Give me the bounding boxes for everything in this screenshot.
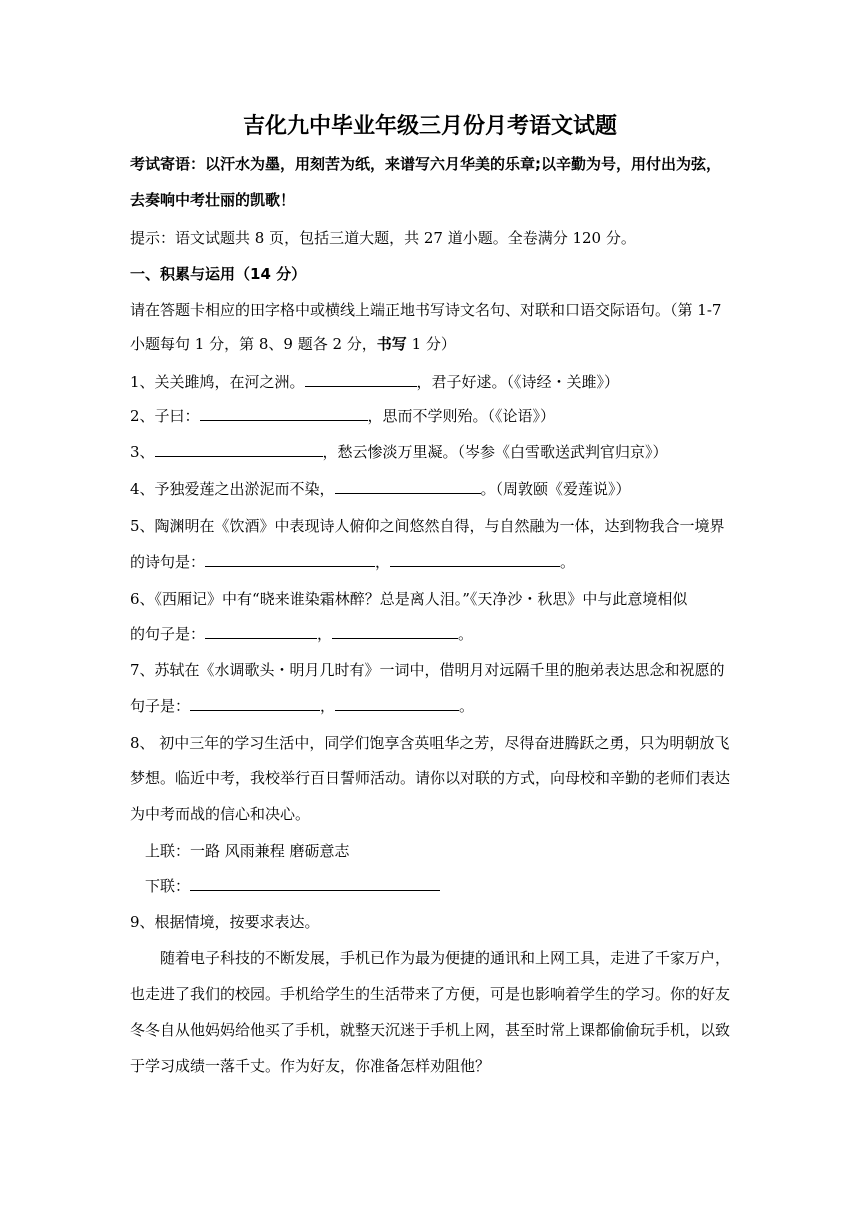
exam-tip: 提示：语文试题共 8 页，包括三道大题，共 27 道小题。全卷满分 120 分。 xyxy=(130,229,636,247)
question-8-line-2: 梦想。临近中考，我校举行百日誓师活动。请你以对联的方式，向母校和辛勤的老师们表达 xyxy=(130,769,731,787)
question-2 xyxy=(130,406,555,426)
q5-answer-blank-2[interactable] xyxy=(390,552,560,567)
q1-prefix: 1、关关雎鸠，在河之洲。 xyxy=(130,373,305,391)
q5-separator: ， xyxy=(375,553,391,571)
q5-prefix: 的诗句是： xyxy=(130,553,206,571)
q3-prefix: 3、 xyxy=(130,443,155,461)
q4-answer-blank[interactable] xyxy=(335,479,481,494)
q4-suffix: 。（周敦颐《爱莲说》） xyxy=(480,480,631,498)
q3-answer-blank[interactable] xyxy=(155,442,323,457)
question-9-paragraph-line-2: 也走进了我们的校园。手机给学生的生活带来了方便，可是也影响着学生的学习。你的好友 xyxy=(130,985,731,1003)
q2-suffix: ，思而不学则殆。（《论语》） xyxy=(367,407,556,425)
q7-suffix: 。 xyxy=(459,697,475,715)
question-6-line-2 xyxy=(130,624,473,644)
q6-answer-blank-2[interactable] xyxy=(332,624,458,639)
q2-answer-blank[interactable] xyxy=(200,406,368,421)
section-instruction-line-2 xyxy=(130,334,456,354)
question-9-paragraph-line-3: 冬冬自从他妈妈给他买了手机，就整天沉迷于手机上网，甚至时常上课都偷偷玩手机，以致 xyxy=(130,1021,731,1039)
q7-prefix: 句子是： xyxy=(130,697,191,715)
question-3 xyxy=(130,442,668,462)
q3-suffix: ，愁云惨淡万里凝。（岑参《白雪歌送武判官归京》） xyxy=(322,443,668,461)
page-title: 吉化九中毕业年级三月份月考语文试题 xyxy=(242,114,617,139)
q7-answer-blank-2[interactable] xyxy=(335,696,459,711)
lower-couplet xyxy=(145,876,440,896)
q4-prefix: 4、予独爱莲之出淤泥而不染， xyxy=(130,480,335,498)
q5-answer-blank-1[interactable] xyxy=(205,552,375,567)
question-8-line-3: 为中考而战的信心和决心。 xyxy=(130,805,311,823)
question-8-line-1: 8、 初中三年的学习生活中，同学们饱享含英咀华之芳，尽得奋进腾跃之勇，只为明朝放飞 xyxy=(130,734,730,752)
question-4 xyxy=(130,479,631,499)
lower-couplet-label: 下联： xyxy=(145,877,191,895)
section-heading: 一、积累与运用（14 分） xyxy=(130,265,307,283)
question-5-line-2 xyxy=(130,552,575,572)
q5-suffix: 。 xyxy=(560,553,576,571)
section-instruction-line-1: 请在答题卡相应的田字格中或横线上端正地书写诗文名句、对联和口语交际语句。（第 1-7 xyxy=(130,301,722,319)
q7-answer-blank-1[interactable] xyxy=(190,696,320,711)
question-7-line-2 xyxy=(130,696,474,716)
instruction-text-writing: 书写 xyxy=(376,335,407,353)
lower-couplet-answer-blank[interactable] xyxy=(190,876,440,891)
upper-couplet: 上联：一路 风雨兼程 磨砺意志 xyxy=(145,842,350,860)
question-9-heading: 9、根据情境，按要求表达。 xyxy=(130,913,320,931)
question-1 xyxy=(130,372,619,392)
q6-answer-blank-1[interactable] xyxy=(205,624,317,639)
q6-suffix: 。 xyxy=(458,625,474,643)
q6-separator: ， xyxy=(317,625,333,643)
question-6-line-1: 6、《西厢记》中有“晓来谁染霜林醉？总是离人泪。”《天净沙・秋思》中与此意境相似 xyxy=(130,590,688,608)
q6-prefix: 的句子是： xyxy=(130,625,206,643)
question-9-paragraph-line-4: 于学习成绩一落千丈。作为好友，你准备怎样劝阻他？ xyxy=(130,1057,491,1075)
question-5-line-1: 5、陶渊明在《饮酒》中表现诗人俯仰之间悠然自得，与自然融为一体，达到物我合一境界 xyxy=(130,517,725,535)
instruction-text-c: 1 分） xyxy=(406,335,456,353)
instruction-text-a: 小题每句 1 分，第 8、9 题各 2 分， xyxy=(130,335,377,353)
motto-line-1: 考试寄语：以汗水为墨，用刻苦为纸，来谱写六月华美的乐章;以辛勤为号，用付出为弦， xyxy=(130,155,722,173)
q1-suffix: ，君子好逑。（《诗经・关雎》） xyxy=(416,373,620,391)
motto-line-2: 去奏响中考壮丽的凯歌！ xyxy=(130,191,296,209)
question-7-line-1: 7、苏轼在《水调歌头・明月几时有》一词中，借明月对远隔千里的胞弟表达思念和祝愿的 xyxy=(130,661,725,679)
q2-prefix: 2、子曰： xyxy=(130,407,200,425)
question-9-paragraph-line-1: 随着电子科技的不断发展，手机已作为最为便捷的通讯和上网工具，走进了千家万户， xyxy=(160,949,731,967)
q1-answer-blank[interactable] xyxy=(305,372,417,387)
q7-separator: ， xyxy=(320,697,336,715)
